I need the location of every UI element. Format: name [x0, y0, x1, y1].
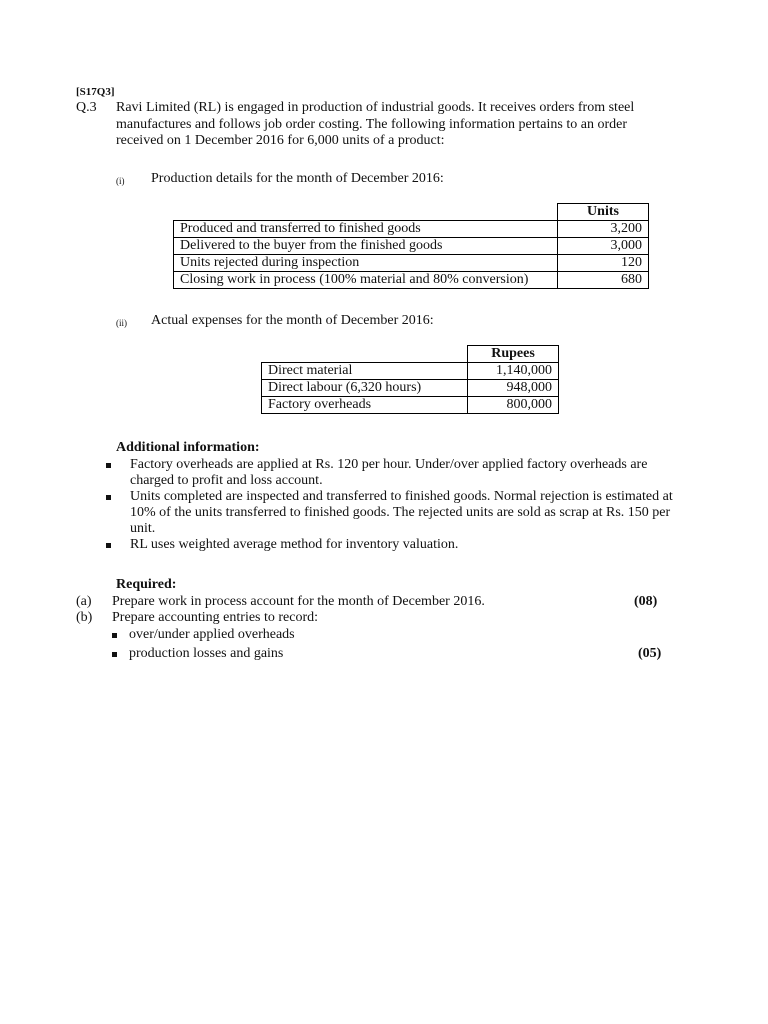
- bullet-icon: [106, 543, 111, 548]
- row-value: 120: [558, 255, 649, 272]
- question-line: received on 1 December 2016 for 6,000 units of a product:: [116, 133, 445, 148]
- part-i-label: (i): [116, 176, 125, 186]
- table-row: [174, 255, 649, 272]
- required-heading: Required:: [116, 577, 177, 592]
- bullet-icon: [112, 652, 117, 657]
- table-header-row: [262, 346, 559, 363]
- table-row: [262, 380, 559, 397]
- question-text: [116, 100, 696, 150]
- row-label: Direct labour (6,320 hours): [262, 380, 468, 397]
- list-item: [106, 457, 716, 489]
- question-number: Q.3: [76, 100, 97, 115]
- required-a-marks: (08): [634, 594, 658, 609]
- row-value: 800,000: [468, 397, 559, 414]
- row-label: Delivered to the buyer from the finished goods: [174, 238, 558, 255]
- table-row: [262, 363, 559, 380]
- required-a-text: Prepare work in process account for the month of December 2016.: [112, 594, 485, 609]
- row-label: Closing work in process (100% material and 80% conversion): [174, 272, 558, 289]
- additional-info-heading: Additional information:: [116, 440, 260, 455]
- table-row: [174, 221, 649, 238]
- row-value: 948,000: [468, 380, 559, 397]
- list-item-line: charged to profit and loss account.: [130, 473, 323, 488]
- required-a-label: (a): [76, 594, 92, 609]
- list-item-line: Factory overheads are applied at Rs. 120 per hour. Under/over applied factory overheads are: [130, 457, 648, 472]
- table-header-row: [174, 204, 649, 221]
- table-row: [174, 272, 649, 289]
- actual-expenses-table: [261, 345, 559, 414]
- part-ii-label: (ii): [116, 318, 127, 328]
- table-row: [174, 238, 649, 255]
- required-b-item-text: over/under applied overheads: [129, 627, 295, 642]
- bullet-icon: [106, 463, 111, 468]
- part-ii-text: Actual expenses for the month of December 2016:: [151, 313, 434, 328]
- row-value: 1,140,000: [468, 363, 559, 380]
- required-b-text: Prepare accounting entries to record:: [112, 610, 319, 625]
- rupees-header: Rupees: [468, 346, 559, 363]
- production-details-table: [173, 203, 649, 289]
- bullet-icon: [106, 495, 111, 500]
- table-row: [262, 397, 559, 414]
- row-label: Direct material: [262, 363, 468, 380]
- required-b-marks: (05): [638, 646, 662, 661]
- question-line: Ravi Limited (RL) is engaged in production of industrial goods. It receives orders from steel: [116, 100, 635, 115]
- list-item: [106, 537, 716, 553]
- row-value: 3,000: [558, 238, 649, 255]
- row-value: 680: [558, 272, 649, 289]
- list-item-line: Units completed are inspected and transferred to finished goods. Normal rejection is estimated at: [130, 489, 673, 504]
- units-header: Units: [558, 204, 649, 221]
- row-label: Units rejected during inspection: [174, 255, 558, 272]
- row-label: Factory overheads: [262, 397, 468, 414]
- list-item-line: 10% of the units transferred to finished goods. The rejected units are sold as scrap at Rs. 150 per: [130, 505, 671, 520]
- required-b-label: (b): [76, 610, 93, 625]
- list-item: [106, 489, 716, 537]
- part-i-text: Production details for the month of December 2016:: [151, 171, 444, 186]
- question-reference: [S17Q3]: [76, 86, 115, 98]
- required-b-item-text: production losses and gains: [129, 646, 284, 661]
- list-item-line: RL uses weighted average method for inventory valuation.: [130, 537, 459, 552]
- row-label: Produced and transferred to finished goods: [174, 221, 558, 238]
- additional-info-list: [106, 457, 716, 553]
- list-item-line: unit.: [130, 521, 156, 536]
- question-line: manufactures and follows job order costing. The following information pertains to an order: [116, 116, 627, 132]
- row-value: 3,200: [558, 221, 649, 238]
- bullet-icon: [112, 633, 117, 638]
